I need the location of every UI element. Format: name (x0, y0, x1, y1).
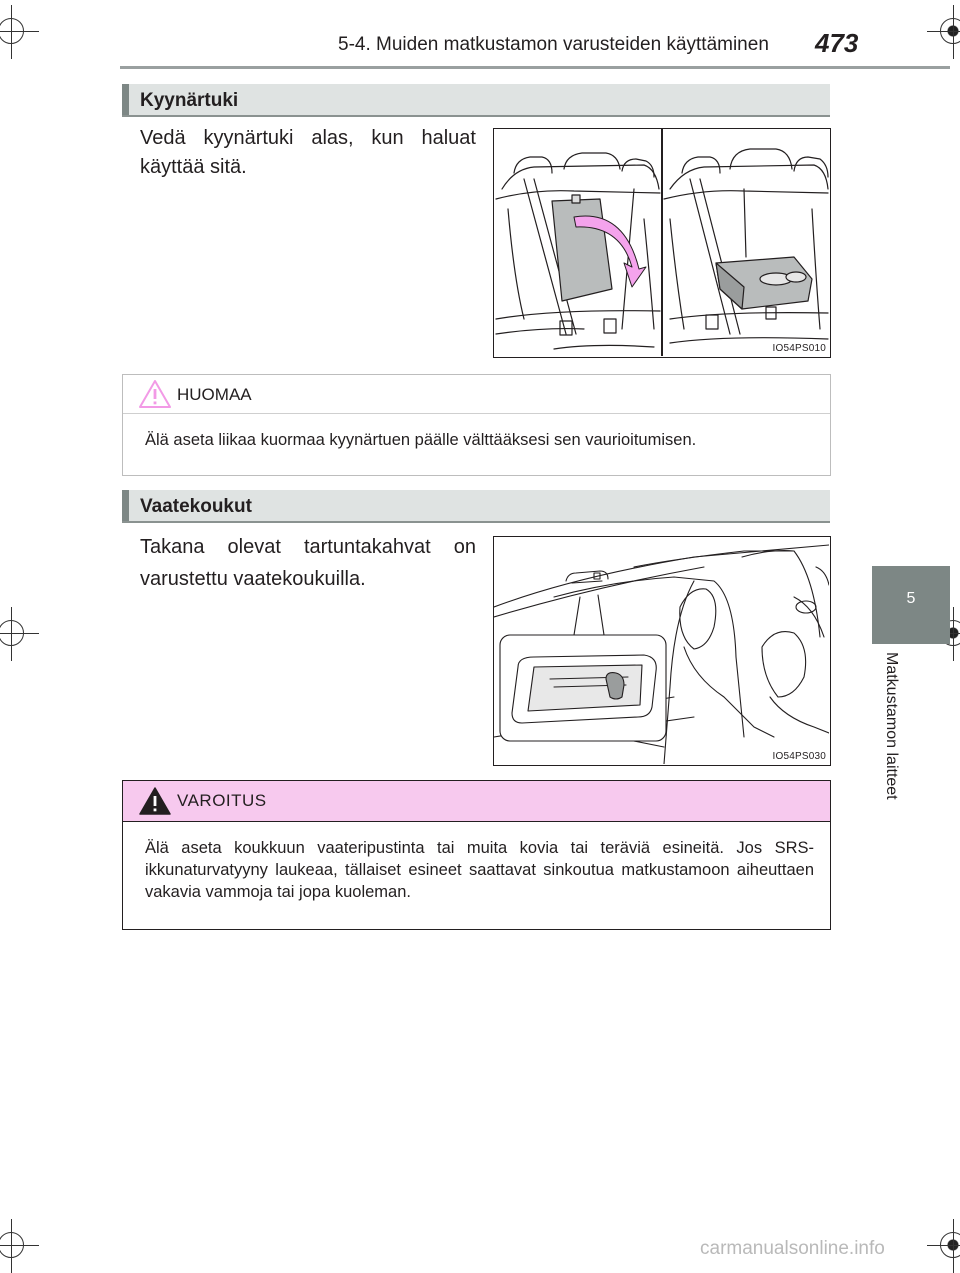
caution-triangle-icon (138, 379, 172, 409)
notice-text: Älä aseta liikaa kuormaa kyynärtuen päälle välttääksesi sen vaurioitumisen. (145, 431, 697, 449)
section-header-armrest (122, 84, 830, 117)
crop-mark-top-right (940, 18, 960, 44)
notice-label: HUOMAA (177, 385, 252, 404)
page-number: 473 (815, 28, 859, 58)
chapter-label: Matkustamon laitteet (883, 652, 900, 800)
section-title-hooks: Vaatekoukut (140, 496, 252, 517)
figure-code-hooks: IO54PS030 (772, 751, 826, 762)
hooks-description: Takana olevat tartuntakahvat on varustettu vaatekoukuilla. (140, 536, 476, 590)
warning-label: VAROITUS (177, 791, 267, 810)
chapter-number: 5 (906, 590, 916, 607)
armrest-illustration (494, 129, 829, 356)
crop-mark-top-left (0, 18, 24, 44)
warning-text: Älä aseta koukkuun vaateripustinta tai muita kovia tai teräviä esineitä. Jos SRS-ikkunaturvatyyny laukeaa, tällaiset esineet saattavat sinkoutua matkustamoon aiheuttaen vakavia vammoja tai jopa kuoleman. (145, 839, 814, 901)
section-title-armrest: Kyynärtuki (140, 90, 239, 111)
crop-mark-bottom-right (940, 1232, 960, 1258)
crop-mark-bottom-left (0, 1232, 24, 1258)
figure-code-armrest: IO54PS010 (772, 343, 826, 354)
chapter-tab (872, 566, 950, 644)
warning-box (122, 780, 831, 930)
warning-triangle-icon (138, 786, 172, 816)
chapter-side-label (882, 652, 902, 832)
crop-mark-middle-left (0, 620, 24, 646)
hooks-figure (493, 536, 831, 766)
notice-header (123, 375, 830, 414)
section-header-hooks (122, 490, 830, 523)
section-bar (122, 84, 129, 115)
armrest-instruction: Vedä kyynärtuki alas, kun haluat käyttää sitä. (140, 127, 476, 178)
page-header-title: 5-4. Muiden matkustamon varusteiden käyttäminen (338, 34, 769, 55)
watermark: carmanualsonline.info (700, 1238, 885, 1259)
notice-box (122, 374, 831, 476)
header-rule (120, 66, 950, 69)
warning-header (123, 781, 830, 822)
section-bar (122, 490, 129, 521)
armrest-figure (493, 128, 831, 358)
coat-hook-illustration (494, 537, 829, 764)
